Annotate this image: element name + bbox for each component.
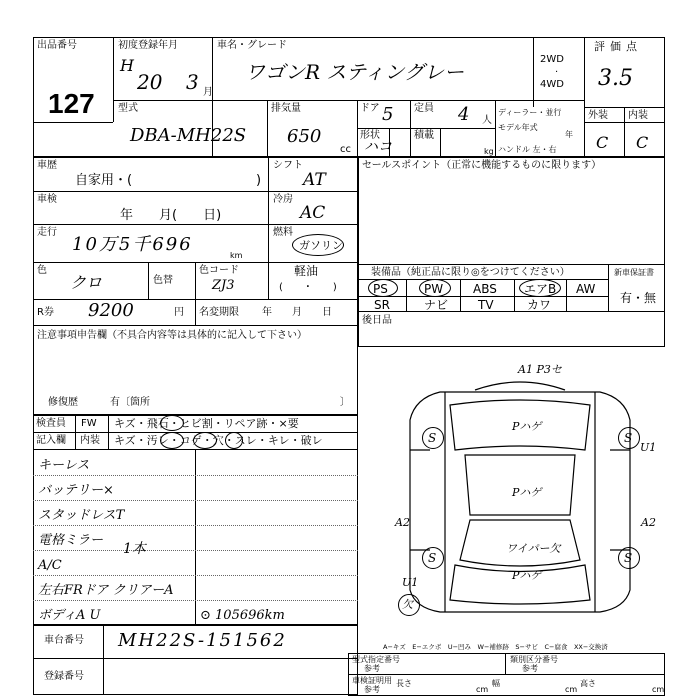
- note-line: キーレス: [38, 458, 90, 473]
- note-line: 電格ミラー: [38, 533, 104, 548]
- interior-tag: 内装: [80, 435, 100, 446]
- stain-circle: [160, 432, 184, 449]
- km-unit: km: [230, 251, 243, 260]
- equipment-frame: [358, 157, 665, 347]
- load-label: 積載: [414, 130, 434, 141]
- pw-circle: [419, 279, 451, 297]
- lot-label: 出品番号: [37, 40, 77, 51]
- reg-month: 3: [186, 70, 199, 94]
- repair-value: 有〔箇所: [110, 397, 150, 408]
- note-line: ボディA U: [38, 608, 101, 623]
- mark-paint-roof: Pハゲ: [512, 486, 542, 499]
- capacity: 4: [458, 104, 470, 125]
- mark-missing: 欠: [402, 598, 413, 611]
- model-label: 型式: [118, 103, 138, 114]
- lot-number: 127: [48, 88, 95, 119]
- name-change-label: 名変期限: [199, 307, 239, 318]
- equip-aw: AW: [576, 282, 596, 296]
- color-code-label: 色コード: [199, 265, 239, 276]
- doors-label: ドア: [360, 103, 380, 114]
- repair-label: 修復歴: [48, 397, 78, 408]
- mark-dent: U1: [402, 576, 419, 589]
- interior-items: キズ・汚レ・コゲ・穴・スレ・キレ・破レ: [114, 434, 323, 447]
- mirror-count: 1本: [123, 541, 146, 557]
- name-change-value: 年 月 日: [262, 307, 332, 318]
- recycle-label: R券: [37, 307, 54, 318]
- equip-sr: SR: [374, 298, 390, 312]
- height-label: 高さ: [580, 679, 596, 688]
- displacement: 650: [287, 126, 322, 147]
- mark-scratch: A2: [395, 516, 410, 529]
- ac-label: 冷房: [273, 194, 293, 205]
- inspector-label: 検査員: [36, 418, 66, 429]
- warranty-label: 新車保証書: [614, 268, 654, 277]
- car-name: ワゴンR スティングレー: [245, 60, 465, 84]
- mark-paint-rear: Pハゲ: [512, 569, 542, 582]
- displacement-label: 排気量: [271, 103, 301, 114]
- mark-top: A1 P3セ: [518, 363, 562, 376]
- dealer-label: ディーラー・並行: [498, 108, 562, 117]
- interior-grade: C: [636, 133, 649, 152]
- warranty-value: 有・無: [620, 291, 657, 305]
- score: 3.5: [598, 66, 633, 91]
- capacity-label: 定員: [414, 103, 434, 114]
- interior-label: 内装: [628, 110, 648, 121]
- score-label: 評価点: [594, 40, 642, 53]
- 4wd-label: 4WD: [540, 79, 564, 90]
- fw-tag: FW: [81, 418, 97, 429]
- reg-cert-label: 車検証明用: [352, 676, 392, 685]
- kg-unit: kg: [484, 147, 494, 156]
- fw-items: キズ・飛石・ヒビ割・リペア跡・×要: [114, 417, 299, 430]
- shape: ハコ: [364, 139, 392, 155]
- after-items-label: 後日品: [362, 315, 392, 326]
- fuel-diesel: 軽油: [294, 264, 319, 278]
- shift-label: シフト: [273, 160, 303, 171]
- reg-label: 登録番号: [44, 671, 84, 682]
- top-frame: [33, 37, 665, 157]
- month-unit: 月: [203, 87, 213, 98]
- mark-rust: S: [624, 431, 633, 445]
- car-name-label: 車名・グレード: [217, 40, 287, 51]
- color-code: ZJ3: [212, 278, 235, 293]
- ac: AC: [300, 203, 326, 223]
- equip-ps: PS: [373, 282, 388, 296]
- mark-rust: S: [624, 551, 633, 565]
- recycle-value: 9200: [88, 300, 134, 321]
- handle-label: ハンドル 左・右: [498, 145, 557, 154]
- color: クロ: [70, 273, 103, 292]
- chassis-number: MH22S-151562: [118, 630, 287, 651]
- fuel-circle: [292, 234, 344, 256]
- color-label: 色: [37, 265, 47, 276]
- exterior-label: 外装: [588, 110, 608, 121]
- length-label: 長さ: [396, 679, 412, 688]
- equip-pw: PW: [424, 282, 444, 296]
- note-line: 左右FRドア クリアーA: [38, 583, 174, 598]
- entry-label: 記入欄: [36, 435, 66, 446]
- selling-points-label: セールスポイント（正常に機能するものに限ります）: [362, 160, 602, 171]
- equip-tv: TV: [478, 298, 494, 312]
- year-unit: 年: [565, 130, 573, 139]
- equip-navi: ナビ: [424, 298, 449, 312]
- width-label: 幅: [492, 679, 500, 688]
- fuel-gas: ガソリン: [299, 239, 343, 252]
- capacity-unit: 人: [482, 115, 492, 126]
- first-reg-label: 初度登録年月: [118, 40, 178, 51]
- shift: AT: [303, 170, 326, 190]
- equip-leather: カワ: [527, 298, 552, 312]
- note-line: バッテリー×: [38, 483, 114, 498]
- burn-circle: [193, 432, 217, 449]
- mark-scratch: A2: [641, 516, 656, 529]
- model-year-label: モデル年式: [498, 123, 538, 132]
- note-line: A/C: [38, 558, 62, 573]
- odometer-note: ⊙ 105696km: [200, 608, 285, 623]
- shape-label: 形状: [360, 130, 380, 141]
- equipment-label: 装備品（純正品に限り◎をつけてください）: [371, 267, 570, 278]
- yen-unit: 円: [174, 307, 184, 318]
- chip-circle: [160, 415, 184, 431]
- era: H: [120, 56, 134, 75]
- mark-dent: U1: [640, 441, 657, 454]
- inspection-label: 車検: [37, 194, 57, 205]
- type-cert-label: 型式指定番号: [352, 655, 400, 664]
- class-label: 類別区分番号: [510, 655, 558, 664]
- mileage: 10万5千696: [72, 234, 193, 255]
- fuel-label: 燃料: [273, 227, 293, 238]
- model: DBA-MH22S: [130, 125, 247, 146]
- notes-label: 注意事項申告欄（不具合内容等は具体的に記入して下さい）: [37, 330, 307, 341]
- doors: 5: [382, 104, 394, 125]
- cc-unit: cc: [340, 144, 351, 155]
- mark-wiper: ワイパー欠: [506, 542, 561, 555]
- hole-circle: [225, 432, 243, 449]
- mileage-label: 走行: [37, 227, 57, 238]
- 2wd-label: 2WD: [540, 54, 564, 65]
- note-line: スタッドレスT: [38, 508, 125, 523]
- inspection-value: 年 月( 日): [120, 208, 222, 223]
- ps-circle: [368, 279, 398, 297]
- history-label: 車歴: [37, 160, 57, 171]
- equip-abs: ABS: [473, 282, 497, 296]
- reg-year: 20: [137, 70, 163, 94]
- mark-rust: S: [428, 431, 437, 445]
- auction-sheet: 出品番号 127 初度登録年月 H 20 3 月 車名・グレード ワゴンR スティングレー 2WD · 4WD 評価点 3.5 外装 内装 C C 型式 DBA-MH22S 排気量 650 cc ドア 5 定員 4 人 形状 ハコ 積載 kg ディーラー・並行 モデル年式 年 ハンドル 左・右 車歴 自家用・( ) 車検 年 月( 日) 走行 10万5千696 km 色 クロ 色替 色コード ZJ3 R券 9200 円 名変期限 年 月 日 シフト AT 冷房 AC 燃料 ガソリン 軽油 ( ・ ) 注意事項申告欄（不具合内容等は具体的に記入して下さい） 修復歴 有〔箇所 〕 セールスポイント（正常に機能するものに限ります） 装備品（純正品に限り◎をつけてください） PS PW ABS エアB AW SR ナビ TV カワ 新車保証書 有・無 後日品 検査員 記入欄 FW 内装 キズ・飛石・ヒビ割・リペア跡・×要 キズ・汚レ・コゲ・穴・スレ・キレ・破レ キーレス バッテリー× スタッドレスT 電格ミラー 1本 A/C 左右FRドア クリアーA ボディA U ⊙ 105696km S S S S A1 P3セ Pハゲ Pハゲ ワイパー欠 Pハゲ U1 U1 A2 A2 欠 A−キズ E−エクボ U−凹み W−補修跡 S−サビ C−腐食 XX−交換済 車台番号 MH22S-151562 登録番号 型式指定番号 参考 類別区分番号 参考 車検証明用 参考 長さ cm 幅 cm 高さ cm: [0, 0, 700, 700]
- chassis-label: 車台番号: [44, 635, 84, 646]
- history-value: 自家用・(: [75, 173, 133, 188]
- mark-paint-hood: Pハゲ: [512, 420, 542, 433]
- airbag-circle: [519, 279, 561, 297]
- exterior-grade: C: [596, 133, 609, 152]
- equip-airbag: エアB: [524, 282, 557, 296]
- damage-legend: A−キズ E−エクボ U−凹み W−補修跡 S−サビ C−腐食 XX−交換済: [383, 643, 608, 651]
- mark-rust: S: [428, 551, 437, 565]
- color-change-label: 色替: [153, 275, 173, 286]
